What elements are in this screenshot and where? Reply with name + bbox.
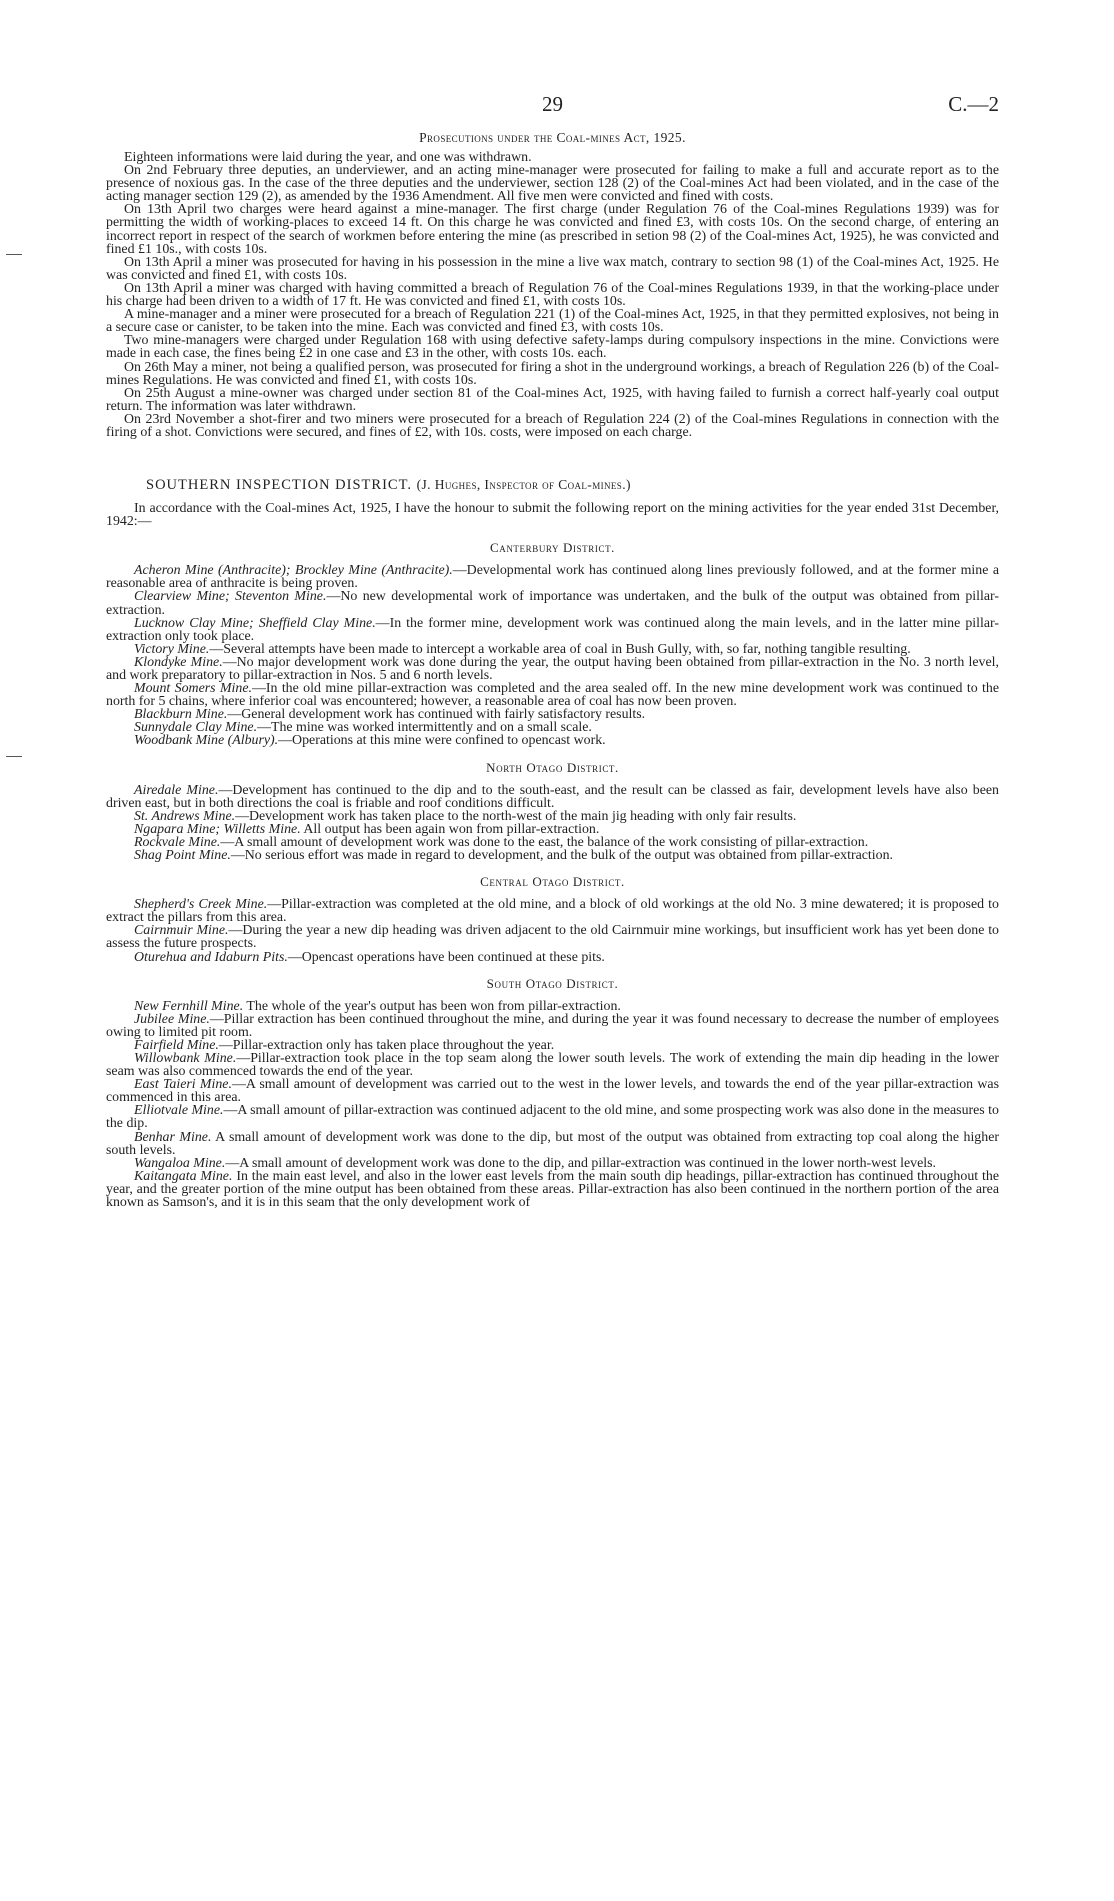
mine-entry: [106, 898, 999, 924]
mine-text: —Pillar-extraction took place in the top seam along the lower south levels. The work of extending the main dip heading in the lower seam was also commenced towards the end of the year.: [106, 1050, 999, 1080]
mine-entry: [106, 617, 999, 643]
document-page: [106, 92, 999, 1209]
mine-entry: [106, 1052, 999, 1078]
district-heading: [106, 477, 999, 494]
district-title: SOUTHERN INSPECTION DISTRICT.: [146, 477, 412, 494]
mine-text: —Several attempts have been made to intercept a workable area of coal in Bush Gully, with, so far, nothing tangible resulting.: [209, 641, 911, 657]
mine-name: Blackburn Mine.: [134, 707, 228, 723]
canterbury-section: [106, 564, 999, 747]
margin-mark: [6, 756, 22, 757]
mine-name: New Fernhill Mine.: [134, 998, 244, 1014]
mine-text: A small amount of development work was done to the dip, but most of the output was obtained from extracting top coal along the higher south levels.: [106, 1129, 999, 1158]
mine-text: —No major development work was done during the year, the output having been obtained from pillar-extraction in the No. 3 north level, and work preparatory to pillar-extraction in Nos. 5 and 6 north levels.: [106, 654, 999, 683]
inspector-name: (J. Hughes, Inspector of Coal-mines.): [416, 477, 631, 493]
paragraph: On 2nd February three deputies, an underviewer, and an acting mine-manager were prosecuted for failing to make a full and accurate report as to the presence of noxious gas. In the case of the three deputies and the underviewer, section 128 (2) of the Coal-mines Act had been violated, and in the case of the acting manager section 129 (2), as amended by the 1936 Amendment. All five men were convicted and fined with costs.: [106, 163, 999, 205]
mine-name: Rockvale Mine.: [134, 834, 221, 850]
mine-name: East Taieri Mine.: [134, 1077, 232, 1093]
mine-name: Lucknow Clay Mine; Sheffield Clay Mine.: [134, 615, 376, 631]
north-otago-section: [106, 784, 999, 863]
mine-entry: [106, 590, 999, 616]
mine-text: —During the year a new dip heading was driven adjacent to the old Cairnmuir mine workings, but insufficient work has yet been done to assess the future prospects.: [106, 923, 1000, 952]
mine-entry: [106, 849, 999, 862]
mine-text: —Development work has taken place to the north-west of the main jig heading with only fair results.: [235, 808, 797, 824]
mine-name: Shag Point Mine.: [134, 848, 231, 864]
paragraph: On 13th April a miner was prosecuted for having in his possession in the mine a live wax match, contrary to section 98 (1) of the Coal-mines Act, 1925. He was convicted and fined £1, with costs 10s.: [106, 254, 999, 283]
mine-name: Shepherd's Creek Mine.: [134, 897, 268, 913]
south-otago-heading: South Otago District.: [486, 975, 619, 991]
mine-text: —The mine was worked intermittently and on a small scale.: [257, 720, 592, 736]
paragraph: Two mine-managers were charged under Regulation 168 with using defective safety-lamps during compulsory inspections in the mine. Convictions were made in each case, the fines being £2 in one case and £3 in the other, with costs 10s. each.: [106, 333, 999, 362]
mine-name: Cairnmuir Mine.: [134, 923, 229, 939]
mine-name: Ngapara Mine; Willetts Mine.: [134, 821, 301, 837]
mine-name: Willowbank Mine.: [134, 1050, 237, 1066]
mine-entry: [106, 1013, 999, 1039]
mine-text: —Pillar-extraction was completed at the old mine, and a block of old workings at the old No. 3 mine dewatered; it is proposed to extract the pillars from this area.: [106, 897, 999, 926]
mine-entry: [106, 1078, 999, 1104]
mine-text: —Pillar-extraction only has taken place throughout the year.: [218, 1037, 555, 1053]
mine-name: Victory Mine.: [134, 641, 210, 657]
mine-text: —Developmental work has continued along lines previously followed, and at the former mine a reasonable area of anthracite is being proven.: [106, 563, 1000, 592]
paragraph: On 26th May a miner, not being a qualified person, was prosecuted for firing a shot in the underground workings, a breach of Regulation 226 (b) of the Coal-mines Regulations. He was convicted and fined £1, with costs 10s.: [106, 359, 999, 388]
mine-text: —A small amount of pillar-extraction was continued adjacent to the old mine, and some prospecting work was also done in the measures to the dip.: [106, 1103, 999, 1132]
mine-text: —General development work has continued with fairly satisfactory results.: [227, 707, 646, 723]
mine-name: Fairfield Mine.: [134, 1037, 219, 1053]
mine-name: Clearview Mine; Steventon Mine.: [134, 589, 327, 605]
mine-name: Klondyke Mine.: [134, 654, 223, 670]
mine-text: —No new developmental work of importance was undertaken, and the bulk of the output was obtained from pillar-extraction.: [106, 589, 999, 618]
south-otago-section: [106, 1000, 999, 1210]
canterbury-heading: Canterbury District.: [489, 540, 616, 556]
mine-text: —A small amount of development work was done to the dip, and pillar-extraction was continued in the lower north-west levels.: [225, 1155, 936, 1171]
prosecutions-heading: Prosecutions under the Coal-mines Act, 1925.: [419, 130, 686, 145]
mine-text: The whole of the year's output has been won from pillar-extraction.: [243, 998, 621, 1014]
mine-entry: [106, 924, 999, 950]
mine-entry: [106, 682, 999, 708]
mine-name: Airedale Mine.: [134, 782, 219, 798]
mine-name: Mount Somers Mine.: [134, 681, 252, 697]
mine-entry: [106, 656, 999, 682]
central-otago-section: [106, 898, 999, 963]
mine-text: All output has been again won from pillar-extraction.: [300, 821, 600, 837]
paragraph: A mine-manager and a miner were prosecuted for a breach of Regulation 221 (1) of the Coal-mines Act, 1925, in that they permitted explosives, not being in a secure case or canister, to be taken into the mine. Each was convicted and fined £3, with costs 10s.: [106, 307, 999, 336]
paragraph: On 13th April a miner was charged with having committed a breach of Regulation 76 of the Coal-mines Regulations 1939, in that the working-place under his charge had been driven to a width of 17 ft. He was convicted and fined £1, with costs 10s.: [106, 280, 999, 310]
mine-entry: [106, 1131, 999, 1157]
page-header: [106, 92, 999, 120]
series-code: C.—2: [948, 92, 999, 116]
mine-name: Kaitangata Mine.: [134, 1168, 233, 1184]
mine-name: Benhar Mine.: [134, 1129, 212, 1145]
paragraph: On 25th August a mine-owner was charged under section 81 of the Coal-mines Act, 1925, with having failed to furnish a correct half-yearly coal output return. The information was later withdrawn.: [106, 385, 999, 414]
central-otago-heading: Central Otago District.: [480, 874, 625, 890]
mine-text: —In the former mine, development work was continued along the main levels, and in the latter mine pillar-extraction only took place.: [106, 615, 999, 644]
mine-name: Sunnydale Clay Mine.: [134, 720, 258, 736]
mine-name: Woodbank Mine (Albury).: [134, 733, 279, 749]
mine-text: —Development has continued to the dip and to the south-east, and the result can be classed as fair, development levels have also been driven east, but in both directions the coal is friable and roof conditions difficult.: [106, 782, 999, 811]
mine-text: —Opencast operations have been continued at these pits.: [287, 949, 605, 965]
intro-paragraph: In accordance with the Coal-mines Act, 1925, I have the honour to submit the following report on the mining activities for the year ended 31st December, 1942:—: [106, 501, 999, 530]
margin-mark: [6, 254, 22, 255]
mine-entry: [106, 734, 999, 747]
mine-text: —Pillar extraction has been continued throughout the mine, and during the year it was found necessary to decrease the number of employees owing to limited pit room.: [106, 1011, 1000, 1040]
north-otago-heading: North Otago District.: [486, 759, 619, 775]
paragraph: Eighteen informations were laid during the year, and one was withdrawn.: [124, 150, 532, 165]
page-number: 29: [542, 92, 563, 116]
mine-name: Oturehua and Idaburn Pits.: [134, 949, 288, 965]
mine-text: In the main east level, and also in the lower east levels from the main south dip headings, pillar-extraction has continued throughout the year, and the greater portion of the mine output has been obtained from these areas. Pillar-extraction has also been continued in the northern portion of the area known as Samson's, and it is in this seam that the only development work of: [106, 1168, 999, 1210]
mine-text: —A small amount of development work was done to the east, the balance of the work consisting of pillar-extraction.: [220, 834, 869, 850]
mine-entry: [106, 1104, 999, 1130]
paragraph: On 23rd November a shot-firer and two miners were prosecuted for a breach of Regulation 224 (2) of the Coal-mines Regulations in connection with the firing of a shot. Convictions were secured, and fines of £2, with 10s. costs, were imposed on each charge.: [106, 411, 999, 440]
mine-name: Acheron Mine (Anthracite); Brockley Mine (Anthracite).: [134, 563, 453, 579]
mine-text: —In the old mine pillar-extraction was completed and the area sealed off. In the new mine development work was continued to the north for 5 chains, where inferior coal was encountered; however, a reasonable area of coal has now been proven.: [106, 681, 999, 710]
mine-entry: [106, 784, 999, 810]
mine-entry: [106, 564, 999, 590]
mine-entry: [106, 951, 999, 964]
mine-entry: [106, 1170, 999, 1209]
mine-text: —A small amount of development was carried out to the west in the lower levels, and towards the end of the year pillar-extraction was commenced in this area.: [106, 1077, 999, 1106]
paragraph: On 13th April two charges were heard against a mine-manager. The first charge (under Regulation 76 of the Coal-mines Regulations 1939) was for permitting the width of working-places to exceed 14 ft. On this charge he was convicted and fined £3, with costs 10s. On the second charge, of entering an incorrect report in respect of the search of workmen before entering the mine (as prescribed in setion 98 (2) of the Coal-mines Act, 1925), he was convicted and fined £1 10s., with costs 10s.: [106, 202, 999, 257]
mine-name: Wangaloa Mine.: [134, 1155, 226, 1171]
mine-text: —No serious effort was made in regard to development, and the bulk of the output was obtained from pillar-extraction.: [230, 848, 894, 864]
mine-name: St. Andrews Mine.: [134, 808, 236, 824]
mine-name: Elliotvale Mine.: [134, 1103, 224, 1119]
mine-name: Jubilee Mine.: [134, 1011, 210, 1027]
prosecutions-section: [106, 151, 999, 439]
mine-text: —Operations at this mine were confined to opencast work.: [278, 733, 606, 749]
